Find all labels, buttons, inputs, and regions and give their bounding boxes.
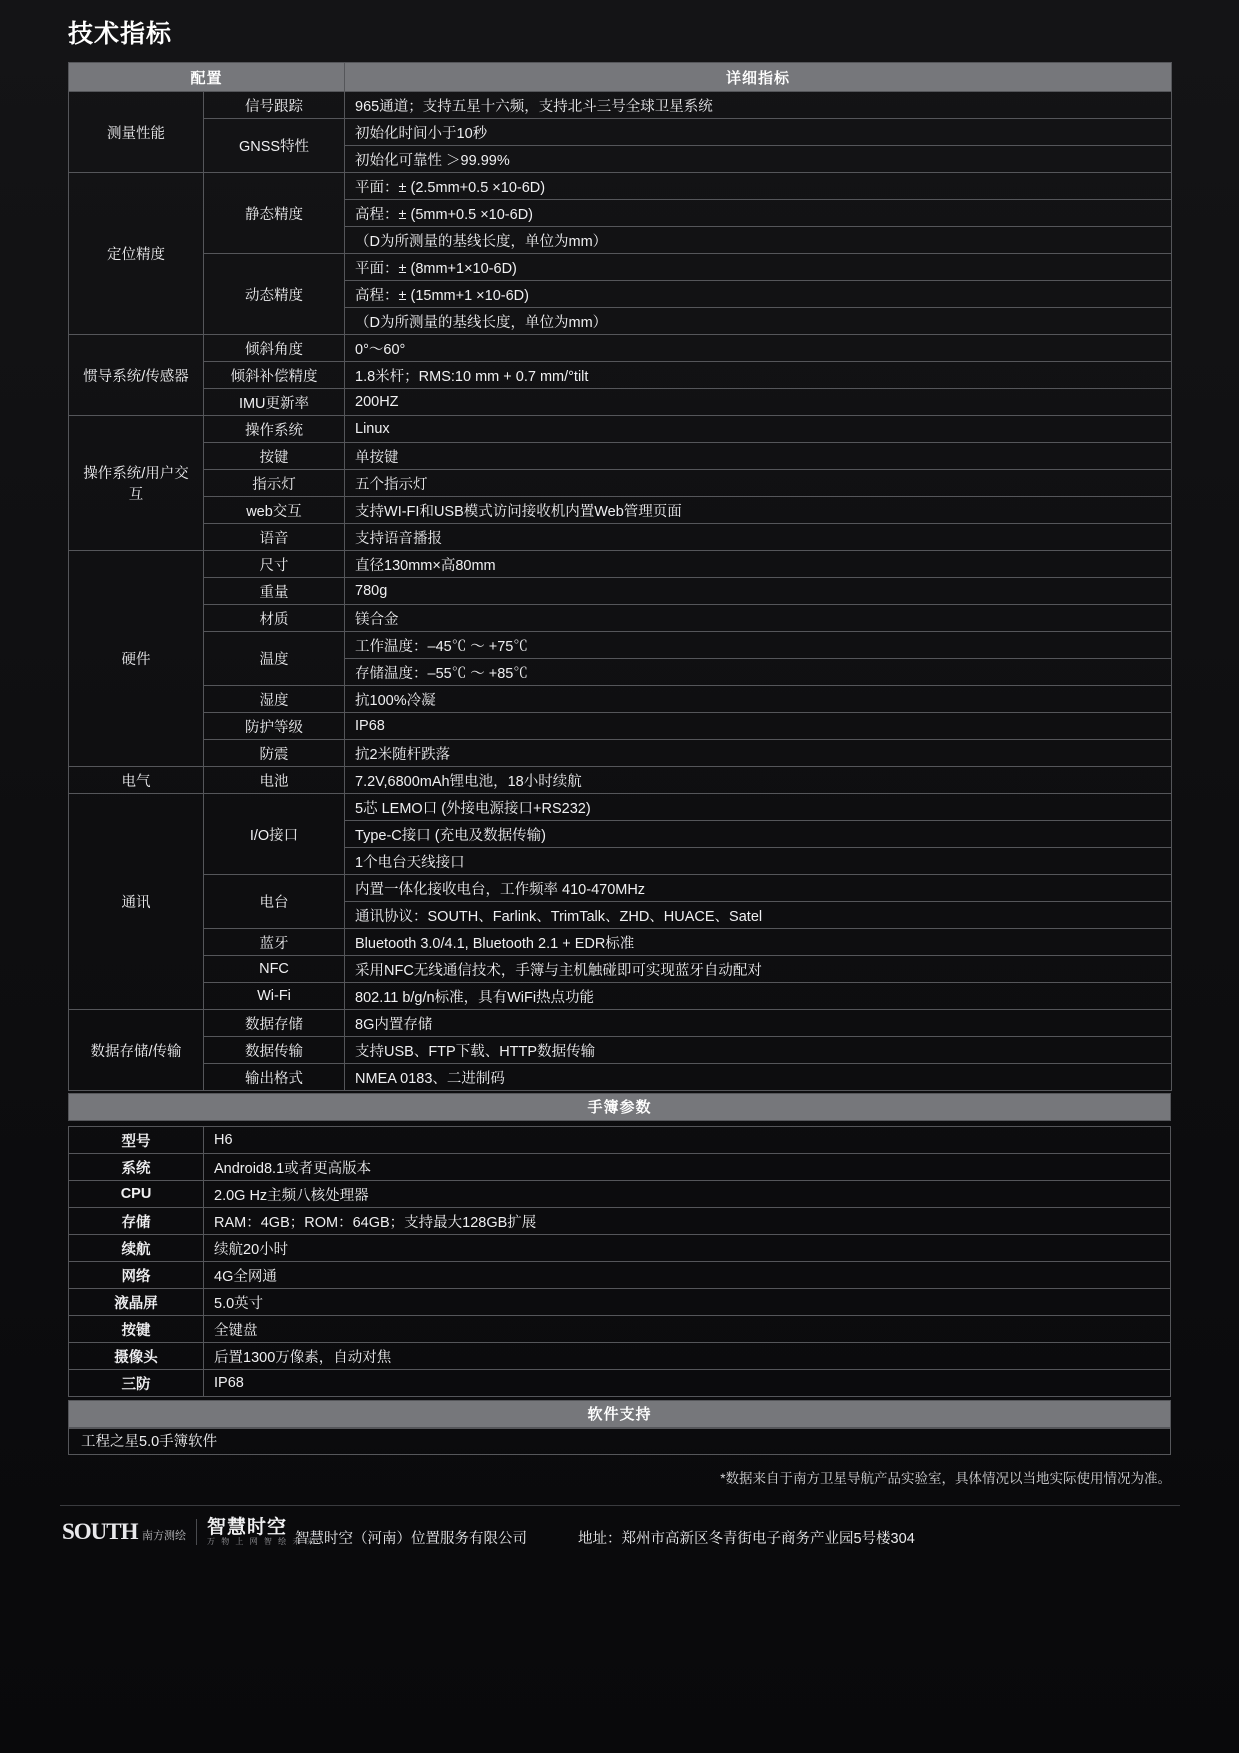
spec-row xyxy=(69,632,1172,659)
spec-sub-label: 输出格式 xyxy=(204,1064,345,1091)
spec-sub-label: Wi-Fi xyxy=(204,983,345,1010)
page-footer xyxy=(0,1505,1239,1565)
spec-sub-label: 重量 xyxy=(204,578,345,605)
spec-sub-label: 倾斜角度 xyxy=(204,335,345,362)
handbook-key: 液晶屏 xyxy=(69,1289,204,1316)
spec-row xyxy=(69,875,1172,902)
spec-sub-label: 数据存储 xyxy=(204,1010,345,1037)
handbook-value: 后置1300万像素，自动对焦 xyxy=(204,1343,1171,1370)
header-detail: 详细指标 xyxy=(345,63,1172,92)
spec-value: 965通道；支持五星十六频，支持北斗三号全球卫星系统 xyxy=(345,92,1172,119)
zhihui-logo: 智慧时空 万 物 上 网 智 绘 未 来 xyxy=(206,1517,317,1546)
spec-value: 高程：± (5mm+0.5 ×10-6D) xyxy=(345,200,1172,227)
spec-row xyxy=(69,551,1172,578)
spec-value: 支持USB、FTP下载、HTTP数据传输 xyxy=(345,1037,1172,1064)
spec-value: 抗100%冷凝 xyxy=(345,686,1172,713)
spec-row xyxy=(69,740,1172,767)
spec-value: 单按键 xyxy=(345,443,1172,470)
spec-sub-label: 材质 xyxy=(204,605,345,632)
handbook-key: 续航 xyxy=(69,1235,204,1262)
spec-value: 支持语音播报 xyxy=(345,524,1172,551)
spec-sub-label: GNSS特性 xyxy=(204,119,345,173)
spec-row xyxy=(69,362,1172,389)
handbook-value: 续航20小时 xyxy=(204,1235,1171,1262)
specifications-table xyxy=(68,62,1172,1091)
handbook-row xyxy=(69,1289,1171,1316)
spec-row xyxy=(69,686,1172,713)
handbook-key: 三防 xyxy=(69,1370,204,1397)
spec-value: 1个电台天线接口 xyxy=(345,848,1172,875)
spec-row xyxy=(69,1037,1172,1064)
spec-value: 内置一体化接收电台，工作频率 410-470MHz xyxy=(345,875,1172,902)
spec-value: 抗2米随杆跌落 xyxy=(345,740,1172,767)
spec-sub-label: 操作系统 xyxy=(204,416,345,443)
handbook-key: 摄像头 xyxy=(69,1343,204,1370)
spec-sub-label: 静态精度 xyxy=(204,173,345,254)
handbook-row xyxy=(69,1262,1171,1289)
spec-sub-label: 动态精度 xyxy=(204,254,345,335)
footer-divider xyxy=(60,1505,1180,1506)
software-item: 工程之星5.0手簿软件 xyxy=(68,1428,1171,1455)
spec-value: （D为所测量的基线长度，单位为mm） xyxy=(345,227,1172,254)
spec-row xyxy=(69,524,1172,551)
spec-row xyxy=(69,389,1172,416)
handbook-value: H6 xyxy=(204,1127,1171,1154)
spec-value: 工作温度：–45℃ ～ +75℃ xyxy=(345,632,1172,659)
spec-value: 802.11 b/g/n标准，具有WiFi热点功能 xyxy=(345,983,1172,1010)
south-logo: SOUTH 南方测绘 xyxy=(62,1519,186,1545)
spec-value: 5芯 LEMO口 (外接电源接口+RS232) xyxy=(345,794,1172,821)
spec-sub-label: 信号跟踪 xyxy=(204,92,345,119)
spec-row xyxy=(69,335,1172,362)
spec-row xyxy=(69,956,1172,983)
handbook-value: RAM：4GB；ROM：64GB；支持最大128GB扩展 xyxy=(204,1208,1171,1235)
handbook-value: Android8.1或者更高版本 xyxy=(204,1154,1171,1181)
brand-logos xyxy=(62,1518,317,1546)
spec-row xyxy=(69,416,1172,443)
spec-value: 1.8米杆；RMS:10 mm + 0.7 mm/°tilt xyxy=(345,362,1172,389)
spec-sub-label: 温度 xyxy=(204,632,345,686)
handbook-key: 型号 xyxy=(69,1127,204,1154)
spec-value: 平面：± (2.5mm+0.5 ×10-6D) xyxy=(345,173,1172,200)
spec-sub-label: IMU更新率 xyxy=(204,389,345,416)
spec-sub-label: 电台 xyxy=(204,875,345,929)
spec-value: 0°～60° xyxy=(345,335,1172,362)
handbook-table xyxy=(68,1126,1171,1397)
spec-value: 平面：± (8mm+1×10-6D) xyxy=(345,254,1172,281)
spec-group-label: 惯导系统/传感器 xyxy=(69,335,204,416)
spec-sub-label: 防护等级 xyxy=(204,713,345,740)
spec-row xyxy=(69,173,1172,200)
spec-sub-label: 蓝牙 xyxy=(204,929,345,956)
handbook-row xyxy=(69,1370,1171,1397)
software-section-bar: 软件支持 xyxy=(68,1400,1171,1428)
spec-row xyxy=(69,497,1172,524)
handbook-key: 存储 xyxy=(69,1208,204,1235)
spec-row xyxy=(69,578,1172,605)
spec-value: 780g xyxy=(345,578,1172,605)
spec-value: 采用NFC无线通信技术，手簿与主机触碰即可实现蓝牙自动配对 xyxy=(345,956,1172,983)
spec-group-label: 通讯 xyxy=(69,794,204,1010)
handbook-value: IP68 xyxy=(204,1370,1171,1397)
spec-sub-label: web交互 xyxy=(204,497,345,524)
spec-value: Type-C接口 (充电及数据传输) xyxy=(345,821,1172,848)
spec-group-label: 硬件 xyxy=(69,551,204,767)
spec-value: 五个指示灯 xyxy=(345,470,1172,497)
spec-group-label: 数据存储/传输 xyxy=(69,1010,204,1091)
spec-row xyxy=(69,605,1172,632)
spec-value: 直径130mm×高80mm xyxy=(345,551,1172,578)
spec-value: Bluetooth 3.0/4.1, Bluetooth 2.1 + EDR标准 xyxy=(345,929,1172,956)
handbook-row xyxy=(69,1154,1171,1181)
header-config: 配置 xyxy=(69,63,345,92)
handbook-key: CPU xyxy=(69,1181,204,1208)
handbook-row xyxy=(69,1316,1171,1343)
spec-row xyxy=(69,929,1172,956)
spec-row xyxy=(69,767,1172,794)
spec-sub-label: NFC xyxy=(204,956,345,983)
spec-value: 通讯协议：SOUTH、Farlink、TrimTalk、ZHD、HUACE、Satel xyxy=(345,902,1172,929)
handbook-key: 网络 xyxy=(69,1262,204,1289)
spec-sub-label: 防震 xyxy=(204,740,345,767)
spec-group-label: 操作系统/用户交互 xyxy=(69,416,204,551)
spec-sub-label: I/O接口 xyxy=(204,794,345,875)
spec-value: （D为所测量的基线长度，单位为mm） xyxy=(345,308,1172,335)
spec-value: 8G内置存储 xyxy=(345,1010,1172,1037)
spec-table-header xyxy=(69,63,1172,92)
handbook-row xyxy=(69,1208,1171,1235)
spec-group-label: 定位精度 xyxy=(69,173,204,335)
handbook-section-bar: 手簿参数 xyxy=(68,1093,1171,1121)
handbook-value: 全键盘 xyxy=(204,1316,1171,1343)
spec-row xyxy=(69,119,1172,146)
spec-sub-label: 数据传输 xyxy=(204,1037,345,1064)
spec-sub-label: 按键 xyxy=(204,443,345,470)
spec-row xyxy=(69,443,1172,470)
handbook-key: 系统 xyxy=(69,1154,204,1181)
handbook-value: 4G全网通 xyxy=(204,1262,1171,1289)
spec-row xyxy=(69,470,1172,497)
spec-row xyxy=(69,713,1172,740)
spec-row xyxy=(69,794,1172,821)
spec-row xyxy=(69,983,1172,1010)
spec-row xyxy=(69,92,1172,119)
page-title: 技术指标 xyxy=(68,20,173,48)
spec-value: 高程：± (15mm+1 ×10-6D) xyxy=(345,281,1172,308)
handbook-value: 5.0英寸 xyxy=(204,1289,1171,1316)
handbook-row xyxy=(69,1235,1171,1262)
spec-sub-label: 电池 xyxy=(204,767,345,794)
spec-value: IP68 xyxy=(345,713,1172,740)
handbook-key: 按键 xyxy=(69,1316,204,1343)
spec-value: 初始化可靠性 ＞99.99% xyxy=(345,146,1172,173)
spec-value: 镁合金 xyxy=(345,605,1172,632)
spec-value: 存储温度：–55℃ ～ +85℃ xyxy=(345,659,1172,686)
spec-value: 7.2V,6800mAh锂电池，18小时续航 xyxy=(345,767,1172,794)
spec-value: 200HZ xyxy=(345,389,1172,416)
spec-sub-label: 指示灯 xyxy=(204,470,345,497)
company-name: 智慧时空（河南）位置服务有限公司 xyxy=(295,1531,527,1547)
spec-row xyxy=(69,1064,1172,1091)
handbook-row xyxy=(69,1343,1171,1370)
spec-sub-label: 尺寸 xyxy=(204,551,345,578)
spec-sub-label: 湿度 xyxy=(204,686,345,713)
brand-separator xyxy=(196,1519,197,1545)
spec-group-label: 测量性能 xyxy=(69,92,204,173)
spec-value: NMEA 0183、二进制码 xyxy=(345,1064,1172,1091)
spec-row xyxy=(69,1010,1172,1037)
handbook-row xyxy=(69,1127,1171,1154)
spec-sub-label: 倾斜补偿精度 xyxy=(204,362,345,389)
spec-value: Linux xyxy=(345,416,1172,443)
company-address: 地址：郑州市高新区冬青街电子商务产业园5号楼304 xyxy=(578,1531,915,1547)
spec-group-label: 电气 xyxy=(69,767,204,794)
handbook-row xyxy=(69,1181,1171,1208)
spec-value: 初始化时间小于10秒 xyxy=(345,119,1172,146)
spec-row xyxy=(69,254,1172,281)
spec-sub-label: 语音 xyxy=(204,524,345,551)
spec-value: 支持WI-FI和USB模式访问接收机内置Web管理页面 xyxy=(345,497,1172,524)
handbook-value: 2.0G Hz主频八核处理器 xyxy=(204,1181,1171,1208)
footnote: *数据来自于南方卫星导航产品实验室，具体情况以当地实际使用情况为准。 xyxy=(720,1471,1171,1486)
